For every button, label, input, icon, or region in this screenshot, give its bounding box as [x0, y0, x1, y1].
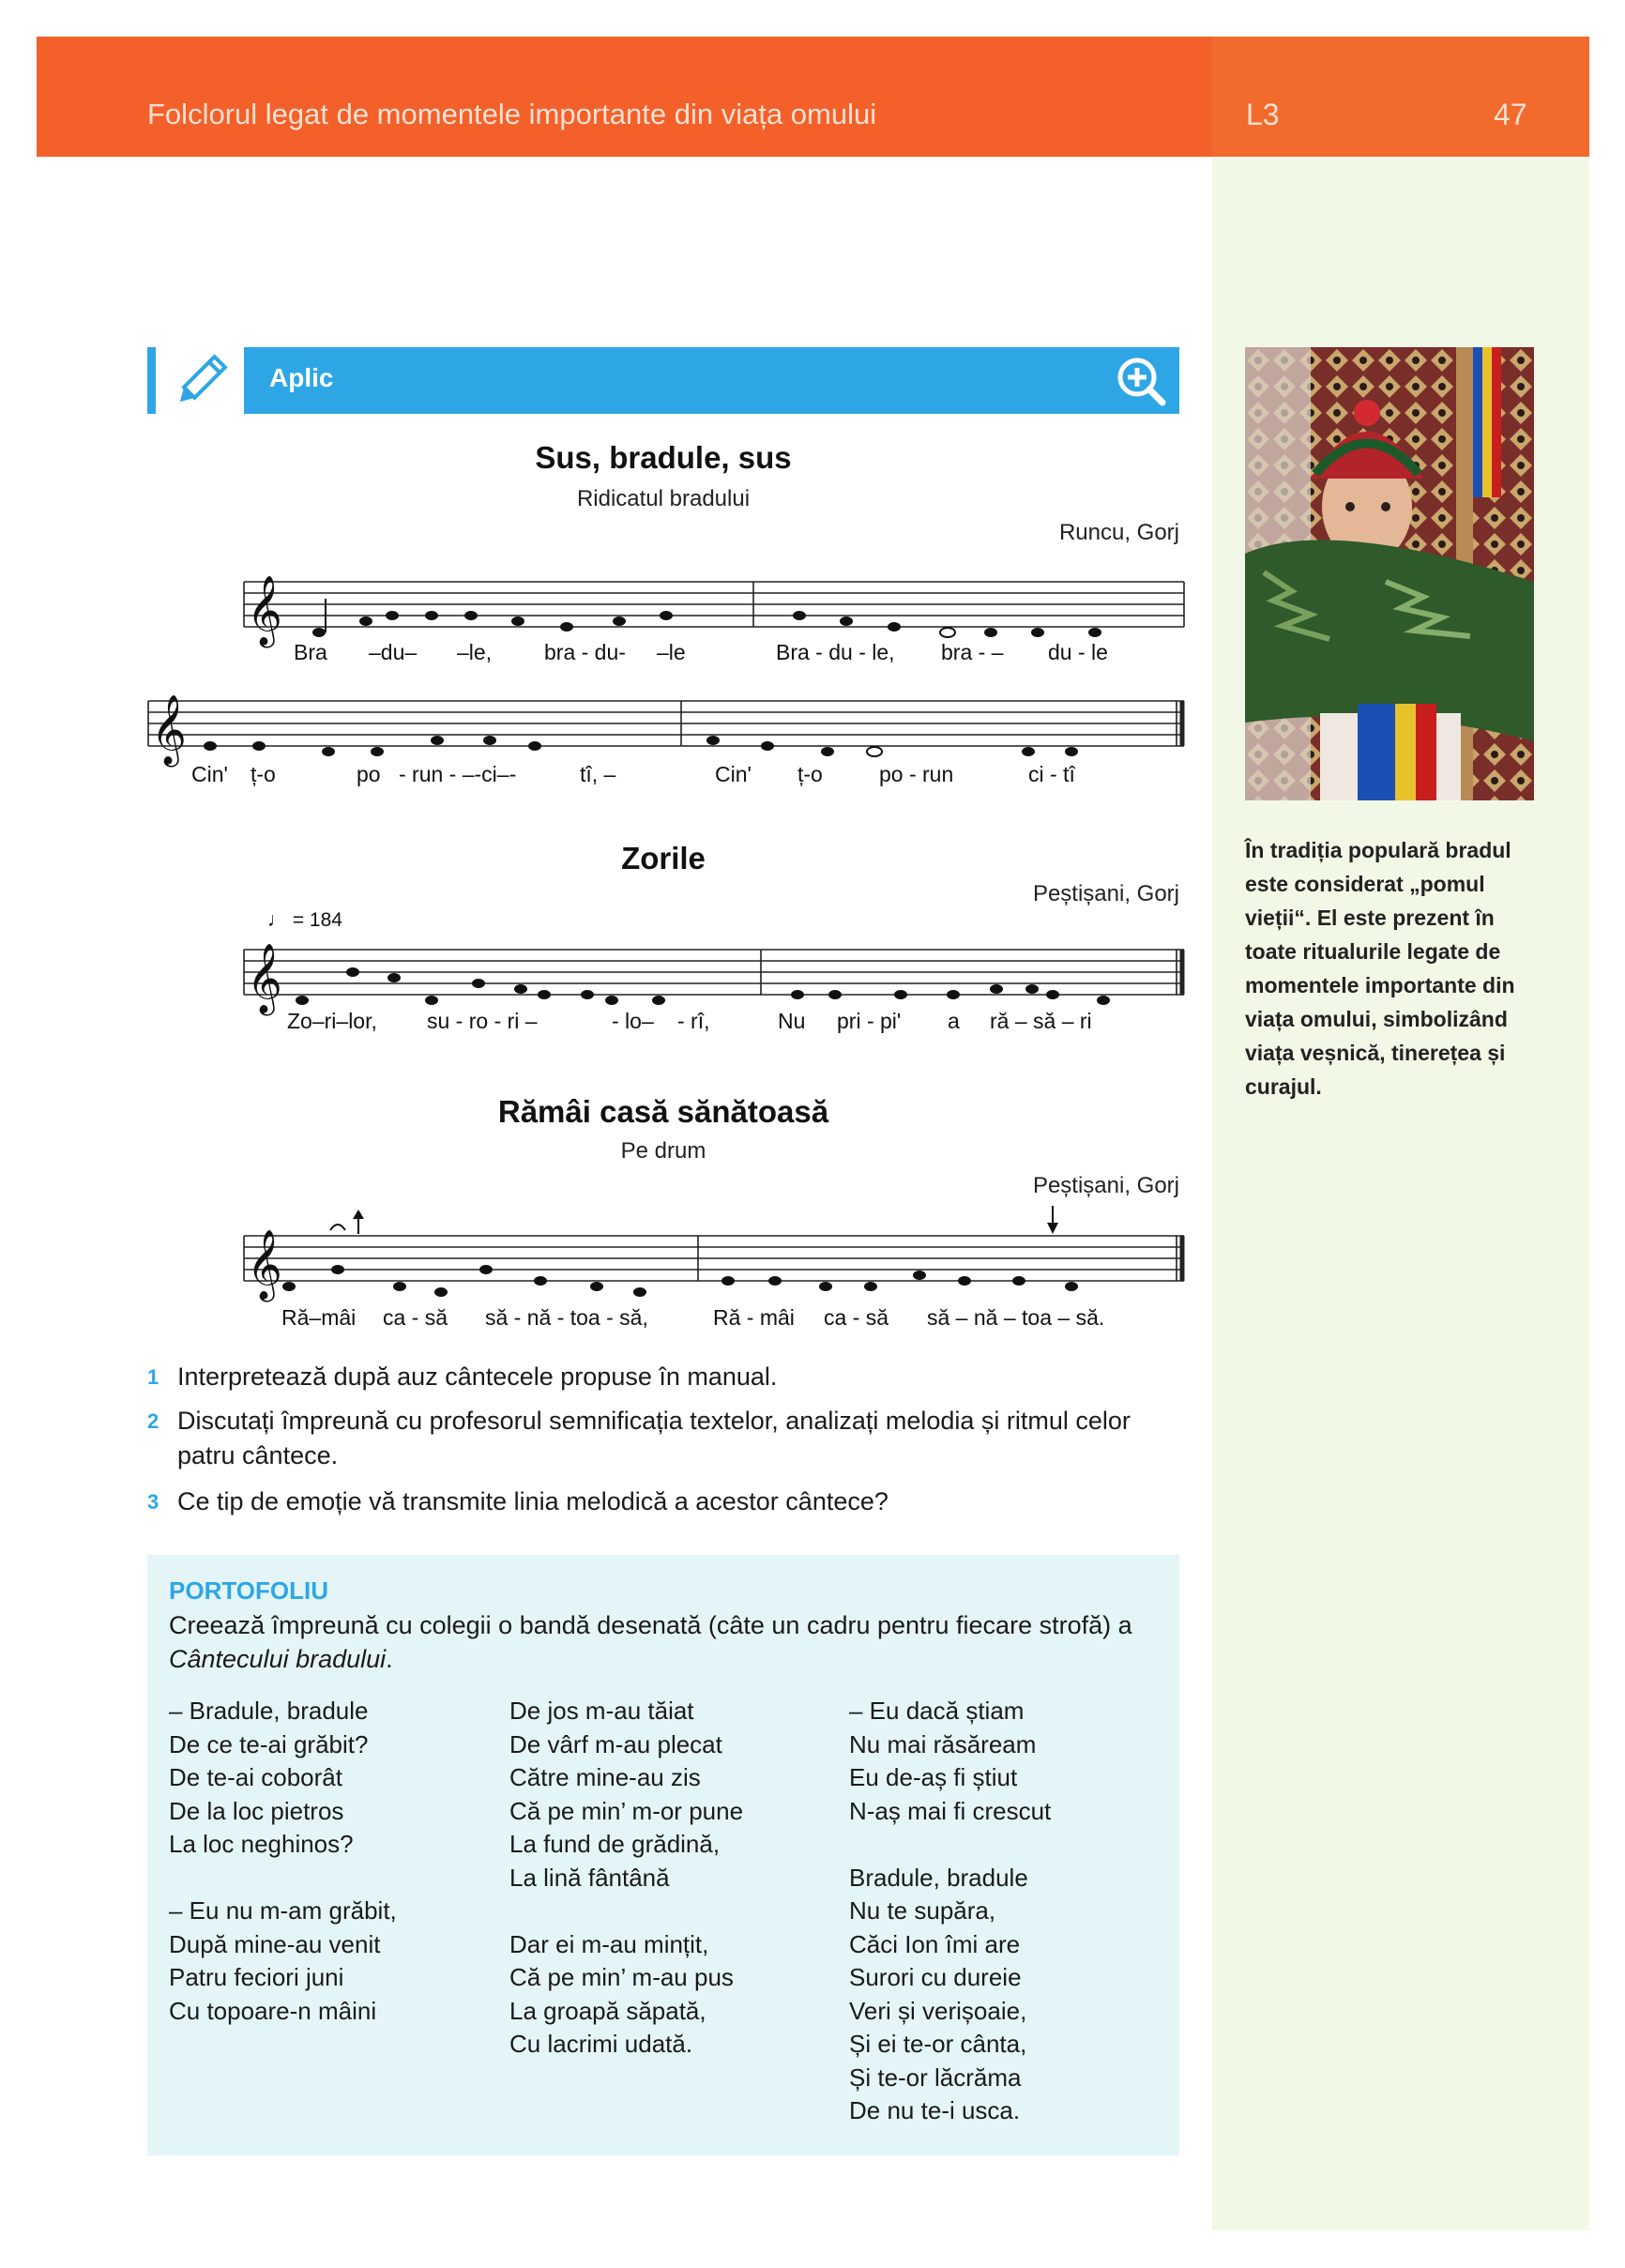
svg-text:𝄞: 𝄞	[247, 1230, 282, 1300]
poem-line: Că pe min’ m-or pune	[509, 1796, 744, 1825]
poem-line: De te-ai coborât	[169, 1763, 342, 1791]
lyric: ră – să – ri	[990, 1009, 1092, 1033]
lyric: Ră - mâi	[713, 1305, 795, 1330]
lyric: a	[948, 1009, 960, 1033]
poem-line: De vârf m-au plecat	[509, 1729, 722, 1758]
poem-line	[509, 1895, 743, 1928]
poem-line: La fund de grădină,	[509, 1830, 721, 1858]
question-number: 3	[147, 1490, 159, 1514]
lyric: - rî,	[677, 1009, 710, 1033]
poem-line: – Eu dacă știam	[849, 1697, 1025, 1725]
portfolio-intro	[169, 1608, 1163, 1676]
photo-child-with-fir-tree	[1245, 347, 1534, 800]
song-subtitle: Pe drum	[620, 1138, 706, 1164]
song-title: Zorile	[621, 841, 706, 875]
poem-line: Nu mai răsăream	[849, 1729, 1037, 1758]
lyric: po - run	[879, 762, 954, 786]
poem-line	[849, 1828, 1051, 1862]
lyric: tî, –	[580, 762, 616, 786]
aplic-label: Aplic	[269, 363, 334, 392]
portfolio-song-name: Cântecului bradului	[169, 1645, 387, 1673]
poem-line: Că pe min’ m-au pus	[509, 1963, 734, 1991]
chapter-title: Folclorul legat de momentele importante din viața omului	[147, 98, 877, 130]
sidebar-note: În tradiția populară bradul este considerat „pomul vieții“. El este prezent în toate ritualurile legate de momentele importante din viața omului, simbolizând viața veșnică, tinerețea și curajul.	[1245, 838, 1515, 1099]
question-text: Ce tip de emoție vă transmite linia melodică a acestor cântece?	[177, 1487, 888, 1515]
poem-line: De jos m-au tăiat	[509, 1697, 694, 1725]
lyric: su - ro - ri –	[427, 1009, 538, 1033]
poem-line: Dar ei m-au mințit,	[509, 1929, 709, 1958]
lyric: –le	[657, 640, 686, 664]
svg-text:𝄞: 𝄞	[247, 944, 282, 1013]
aplic-icon-box	[156, 347, 244, 414]
lyric: ca - să	[383, 1305, 448, 1330]
lyric: Nu	[778, 1009, 806, 1033]
header-bar-right	[1212, 37, 1589, 157]
lyric: du - le	[1048, 640, 1108, 664]
lyric: Ră–mâi	[281, 1305, 357, 1330]
poem-line: Cu topoare-n mâini	[169, 1996, 377, 2025]
lyric: Zo–ri–lor,	[287, 1009, 377, 1033]
header-bar	[37, 37, 1212, 157]
poem-line: La lină fântână	[509, 1863, 670, 1892]
portfolio-intro-text: Creează împreună cu colegii o bandă desenată (câte un cadru pentru fiecare strofă) a	[169, 1611, 1132, 1639]
lyric: po	[357, 762, 381, 786]
poem-line: Cu lacrimi udată.	[509, 2030, 693, 2058]
poem-line: Și ei te-or cânta,	[849, 2030, 1027, 2058]
poem-line: Surori cu dureie	[849, 1963, 1022, 1991]
song-title: Sus, bradule, sus	[535, 440, 792, 475]
lyric: bra - –	[941, 640, 1004, 664]
poem-line: Căci Ion îmi are	[849, 1929, 1021, 1958]
question-number: 1	[147, 1365, 159, 1389]
poem-line: De la loc pietros	[169, 1796, 344, 1825]
lyric: să - nă - toa - să,	[485, 1305, 648, 1330]
tempo-mark: ♩ = 184	[267, 909, 342, 931]
poem-line: La loc neghinos?	[169, 1830, 354, 1858]
song-title: Rămâi casă sănătoasă	[497, 1094, 829, 1129]
poem-line	[169, 1862, 397, 1895]
svg-text:𝄞: 𝄞	[247, 576, 282, 646]
portfolio-title: PORTOFOLIU	[169, 1576, 328, 1605]
poem-column-3	[849, 1695, 1051, 2128]
lyric: pri - pi'	[837, 1009, 902, 1033]
poem-line: N-aș mai fi crescut	[849, 1796, 1052, 1825]
song-origin: Runcu, Gorj	[1058, 520, 1179, 545]
lyric: ci - tî	[1028, 762, 1075, 786]
lyric: ț-o	[797, 762, 823, 786]
lyric: Bra	[294, 640, 327, 664]
poem-line: Eu de-aș fi știut	[849, 1763, 1018, 1791]
poem-line: După mine-au venit	[169, 1929, 381, 1958]
pencil-icon	[156, 347, 244, 414]
poem-line: Veri și verișoaie,	[849, 1996, 1027, 2025]
lyric: ca - să	[824, 1305, 889, 1330]
poem-line: De ce te-ai grăbit?	[169, 1729, 369, 1758]
lyric: - run - –-ci–-	[399, 762, 517, 786]
question-number: 2	[147, 1409, 159, 1433]
poem-line: De nu te-i usca.	[849, 2096, 1021, 2124]
lyric: Bra - du - le,	[776, 640, 895, 664]
svg-text:𝄞: 𝄞	[151, 695, 187, 765]
portfolio-intro-end: .	[386, 1645, 393, 1673]
lyric: Cin'	[715, 762, 752, 786]
question-text: Interpretează după auz cântecele propuse în manual.	[177, 1362, 778, 1391]
lyric: bra - du-	[544, 640, 626, 664]
poem-line: Către mine-au zis	[509, 1763, 701, 1791]
poem-line: – Eu nu m-am grăbit,	[169, 1896, 397, 1925]
lyric: –du–	[369, 640, 418, 664]
lyric: să – nă – toa – să.	[927, 1305, 1105, 1330]
poem-line: Bradule, bradule	[849, 1863, 1028, 1892]
poem-line: Și te-or lăcrăma	[849, 2063, 1022, 2092]
lyric: ț-o	[251, 762, 276, 786]
poem-line: – Bradule, bradule	[169, 1697, 369, 1725]
lyric: –le,	[457, 640, 493, 664]
poem-column-2	[509, 1695, 743, 2062]
page-number: 47	[1494, 98, 1527, 131]
song-subtitle: Ridicatul bradului	[576, 486, 751, 511]
music-staff	[141, 1206, 1187, 1318]
poem-line: Patru feciori juni	[169, 1963, 344, 1991]
lesson-label: L3	[1246, 98, 1280, 131]
poem-line: La groapă săpată,	[509, 1996, 706, 2025]
song-origin: Peștișani, Gorj	[1032, 1173, 1179, 1198]
poem-line: Nu te supăra,	[849, 1896, 996, 1925]
poem-column-1	[169, 1695, 397, 2028]
question-text: Discutați împreună cu profesorul semnificația textelor, analizați melodia și ritmul celor patru cântece.	[177, 1407, 1131, 1469]
lyric: - lo–	[612, 1009, 654, 1033]
zoom-in-icon[interactable]	[1115, 355, 1167, 407]
song-origin: Peștișani, Gorj	[1032, 881, 1179, 906]
lyric: Cin'	[191, 762, 228, 786]
